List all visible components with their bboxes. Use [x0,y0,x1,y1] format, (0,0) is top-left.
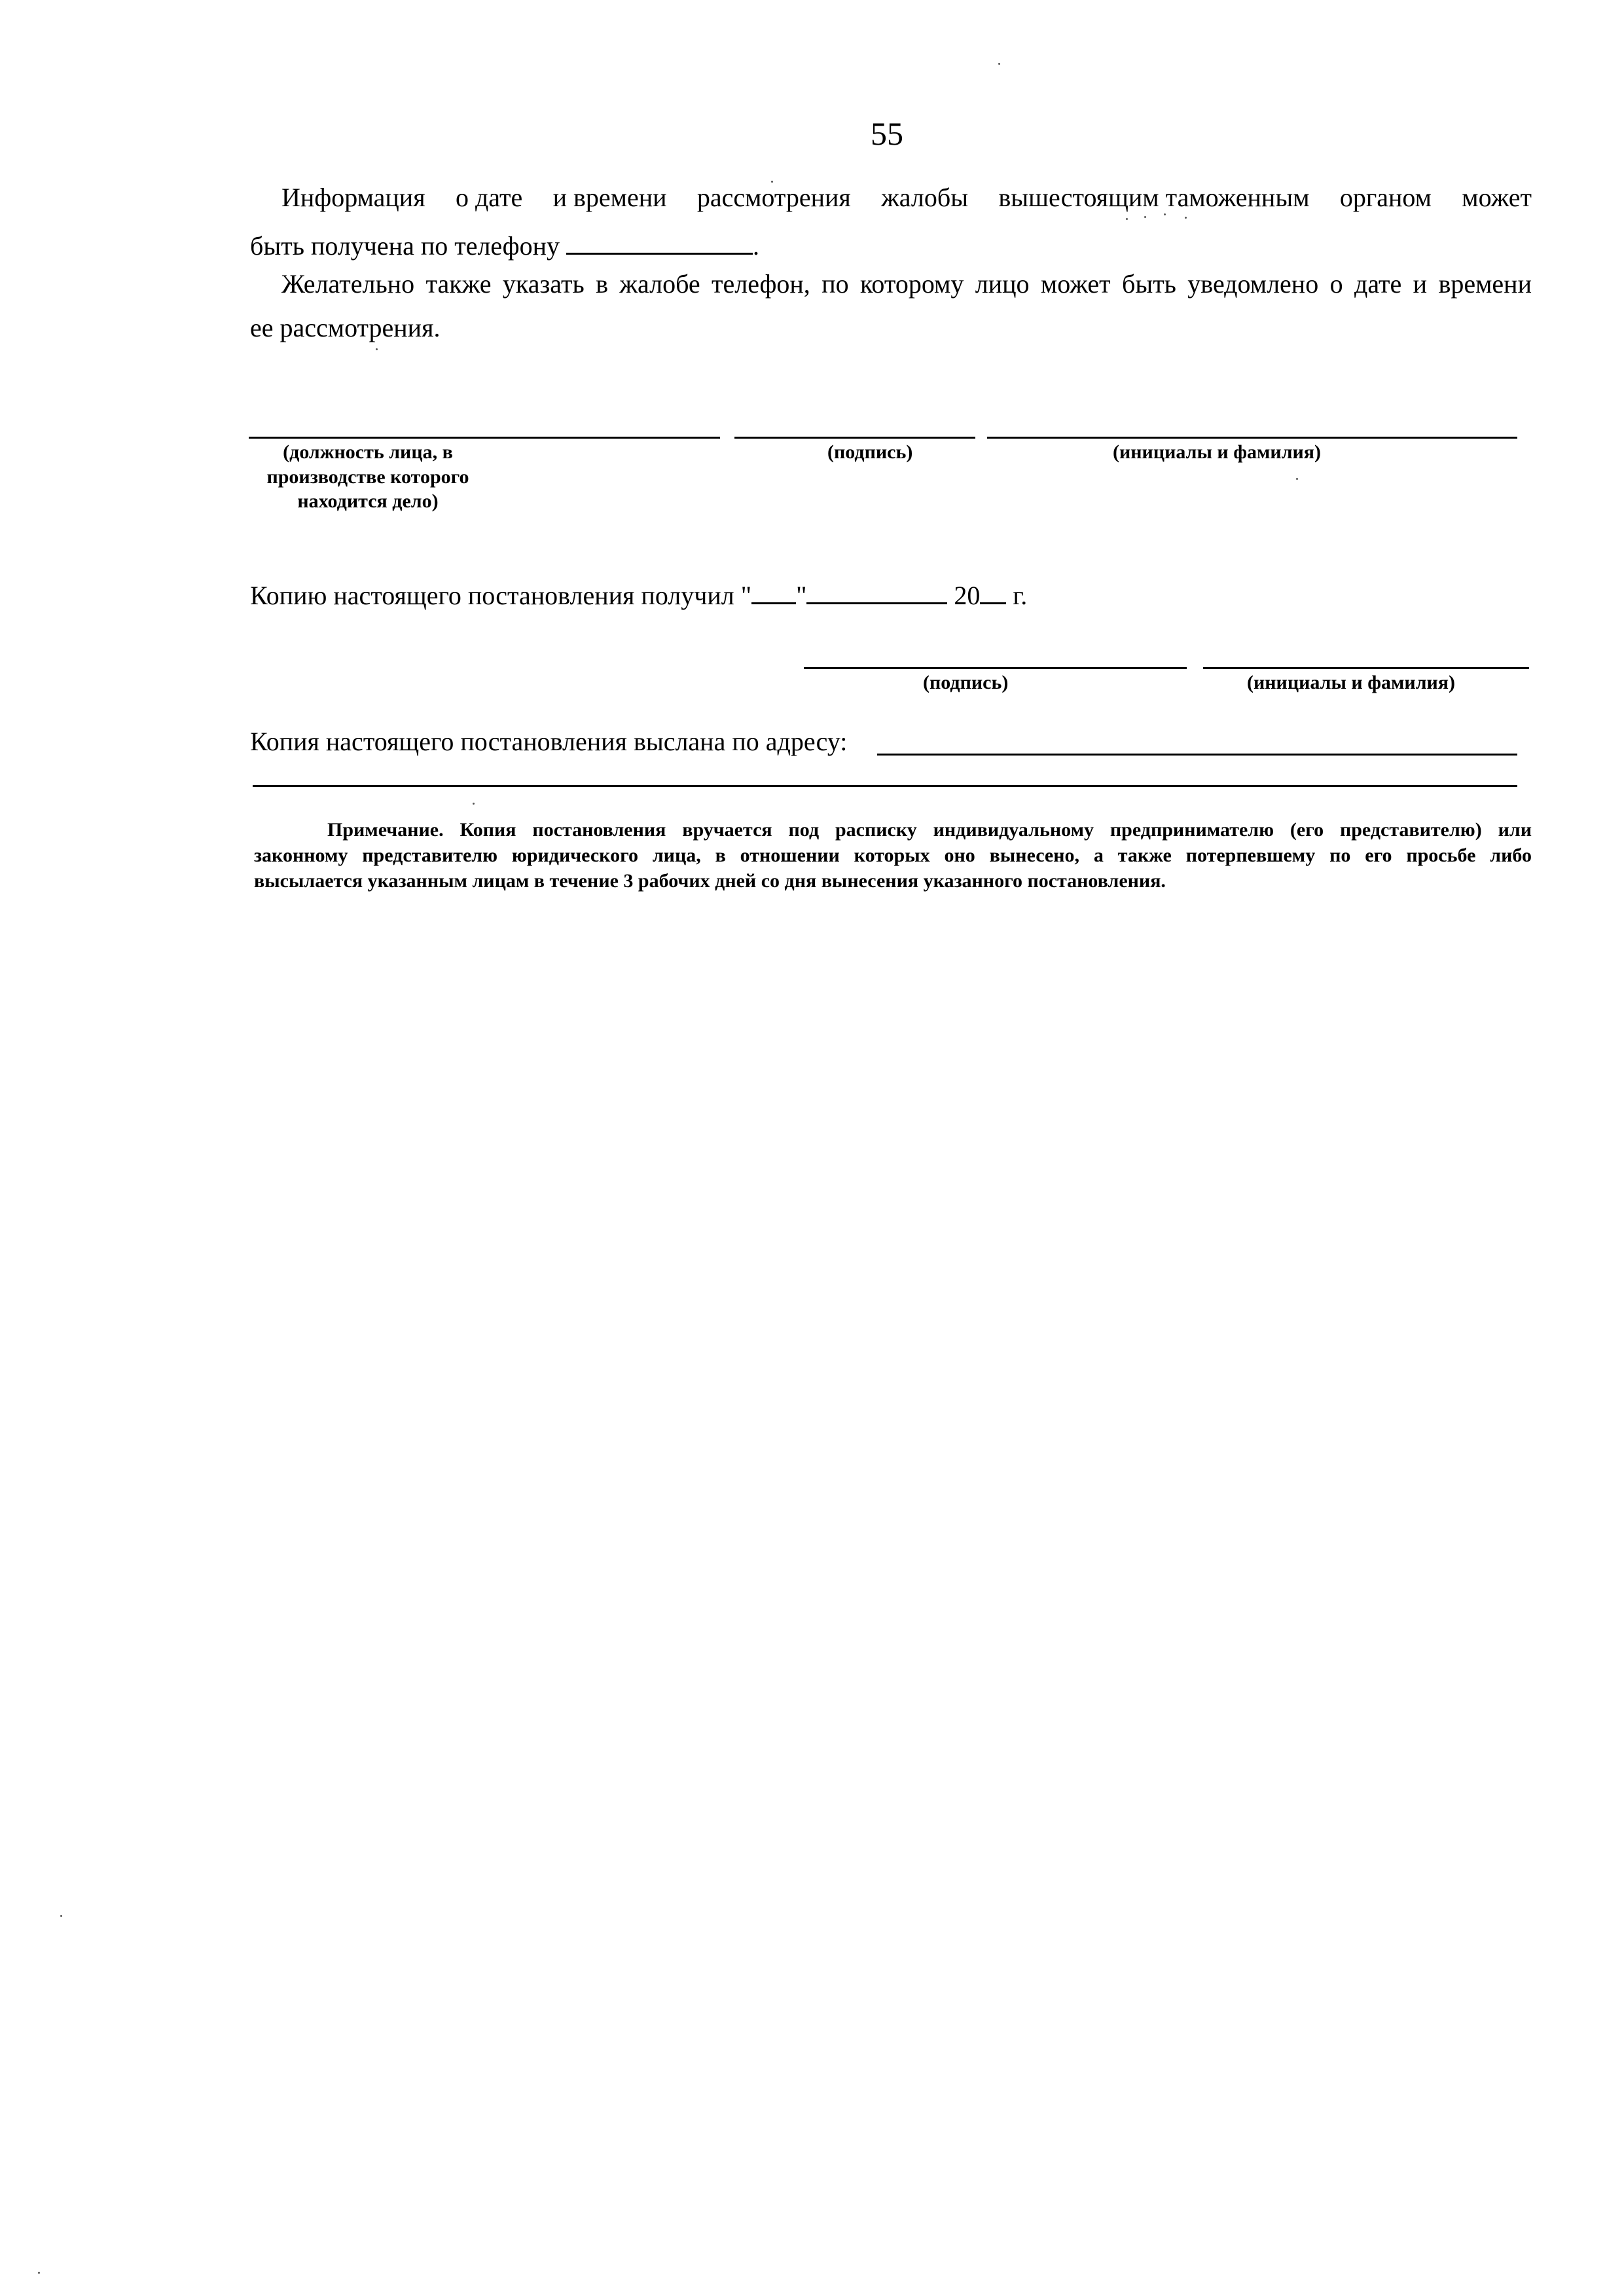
position-caption [250,440,486,514]
signature-line [734,437,975,439]
signature-line-2 [804,667,1187,669]
paragraph-2-line-2: ее рассмотрения. [250,313,441,342]
phone-suffix: . [753,231,759,261]
word: органом [1339,183,1432,212]
scan-speck [38,2272,40,2274]
scan-speck [376,348,378,350]
copy-received-line [250,579,1027,609]
copy-received-text: Копию настоящего постановления получил " [250,581,752,610]
year-blank-line[interactable] [980,579,1006,604]
note-line: законному представителю юридического лица, в отношении которых оно вынесено, а также потерпевшему по его просьбе либо [254,845,1532,866]
caption-line: (должность лица, в [283,441,453,463]
address-line-2[interactable] [253,785,1517,787]
year-suffix: г. [1006,581,1028,610]
word: и времени [552,183,667,212]
month-blank-line[interactable] [806,579,947,604]
signature-caption-2: (подпись) [923,672,1009,693]
scan-speck [60,1915,62,1917]
name-caption-2: (инициалы и фамилия) [1247,672,1456,693]
note-line: высылается указанным лицам в течение 3 рабочих дней со дня вынесения указанного постановления. [254,870,1166,892]
scan-speck [1185,217,1187,219]
word: может [1462,183,1532,212]
scan-speck [771,181,773,183]
scan-speck [1296,478,1298,480]
position-signature-line [249,437,720,439]
scan-speck [998,63,1000,65]
word: Информация [281,183,425,212]
name-signature-line-2 [1203,667,1529,669]
address-line-1[interactable] [877,754,1517,756]
day-blank-line[interactable] [751,579,796,604]
word: о дате [455,183,523,212]
note-line: Примечание. Копия постановления вручается под расписку индивидуальному предпринимателю (его представителю) или [327,819,1532,841]
scan-speck [1126,218,1128,220]
copy-sent-text: Копия настоящего постановления выслана по адресу: [250,727,848,756]
caption-line: находится дело) [297,490,439,512]
caption-line: производстве которого [266,465,469,488]
phone-prefix: быть получена по телефону [250,231,560,261]
word: жалобы [881,183,969,212]
name-signature-line [987,437,1517,439]
name-caption: (инициалы и фамилия) [1113,441,1322,463]
paragraph-1-line-1 [281,185,1532,211]
quote-close: " [796,581,807,610]
paragraph-1-line-2 [250,229,759,259]
year-prefix: 20 [954,581,981,610]
scan-speck [473,803,475,805]
scan-speck [1164,213,1166,215]
signature-caption: (подпись) [827,441,913,463]
phone-blank-line[interactable] [566,229,753,255]
word: рассмотрения [696,183,851,212]
scan-speck [1144,216,1146,218]
word: вышестоящим таможенным [998,183,1310,212]
paragraph-2-line-1: Желательно также указать в жалобе телефон, по которому лицо может быть уведомлено о дате и времени [281,269,1532,299]
page-number: 55 [871,115,903,152]
